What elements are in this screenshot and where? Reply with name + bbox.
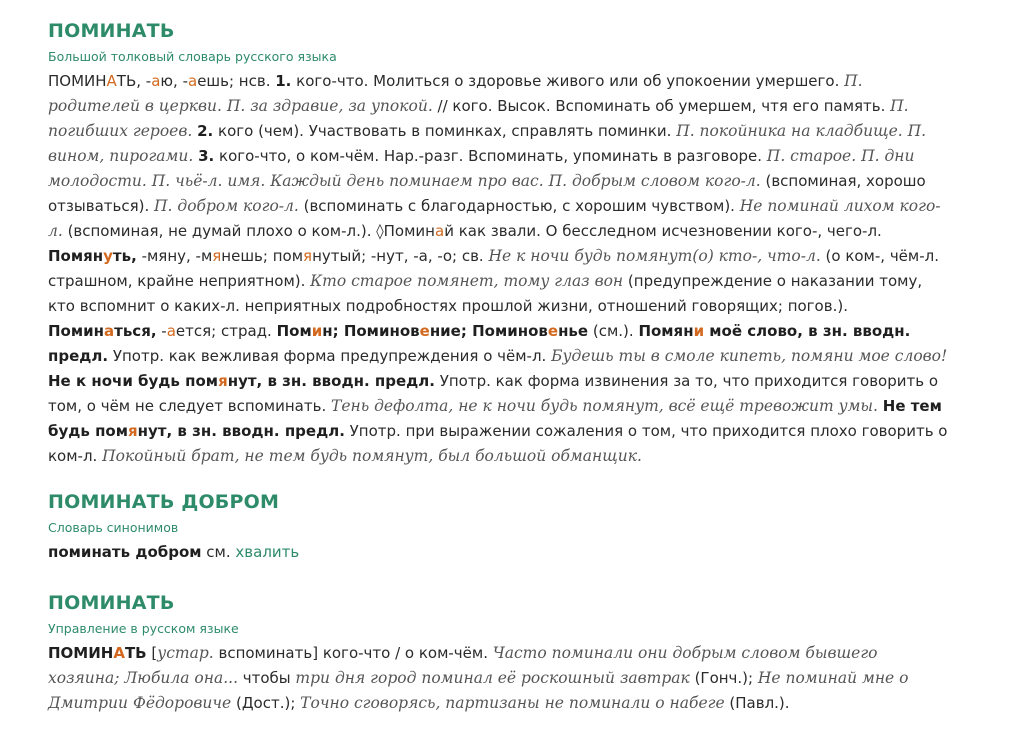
definition-text: Употр. как форма извинения за то, что приходится говорить о том, о чём не следует вспоминать. xyxy=(48,372,939,415)
definition-text: ю, - xyxy=(160,72,188,90)
definition-text: (вспоминая, не думай плохо о ком-л.). ◊Помин xyxy=(62,222,435,240)
definition-text: кого-что. Молиться о здоровье живого или об упокоении умершего. xyxy=(291,72,845,90)
definition-text: нешь; пом xyxy=(221,247,304,265)
stress-mark: и xyxy=(311,322,323,340)
definition-text: [ xyxy=(146,644,158,662)
bold-term: ться, xyxy=(114,322,157,340)
stress-mark: я xyxy=(212,247,222,265)
bold-term: Помян xyxy=(638,322,694,340)
entry-source[interactable]: Словарь синонимов xyxy=(48,520,179,535)
definition-text: (предупреждение о наказании тому, кто вспомнит о каких-л. неприятных подробностях прошлой жизни, отношений говорящих; погов.). xyxy=(48,272,923,315)
entry-headword: ПОМИНАТЬ xyxy=(48,592,175,614)
definition-text: (о ком-, чём-л. страшном, крайне неприятном). xyxy=(48,247,939,290)
definition-text: вспоминать] кого-что / о ком-чём. xyxy=(213,644,493,662)
bold-term: ПОМИН xyxy=(48,644,114,662)
example-text: П. старое. П. дни молодости. П. чьё-л. имя. Каждый день поминаем про вас. П. добрым словом кого-л. xyxy=(48,147,915,190)
definition-text: нутый; -нут, -а, -о; св. xyxy=(312,247,489,265)
entry-source[interactable]: Управление в русском языке xyxy=(48,621,239,636)
entry-headword: ПОМИНАТЬ ДОБРОМ xyxy=(48,491,280,513)
stress-mark: у xyxy=(103,247,113,265)
definition-text: см. xyxy=(201,543,236,561)
bold-term: 3. xyxy=(198,147,215,165)
bold-term: нье xyxy=(558,322,589,340)
bold-term: Не к ночи будь пом xyxy=(48,372,219,390)
bold-term: ть, xyxy=(112,247,137,265)
example-text: П. родителей в церкви. П. за здравие, за упокой. xyxy=(48,72,863,115)
bold-term: Не тем будь пом xyxy=(48,397,942,440)
bold-term: н; Поминов xyxy=(322,322,420,340)
definition-text: ется; страд. xyxy=(175,322,277,340)
stress-mark: я xyxy=(128,422,138,440)
stress-mark: я xyxy=(303,247,313,265)
bold-term: моё слово, в зн. вводн. предл. xyxy=(48,322,911,365)
stress-mark: е xyxy=(547,322,559,340)
definition-text: (Гонч.); xyxy=(689,669,758,687)
stress-mark: а xyxy=(104,322,115,340)
example-text: три дня город поминал её роскошный завтрак xyxy=(295,669,690,687)
bold-term: нут, в зн. вводн. предл. xyxy=(137,422,345,440)
stress-mark: я xyxy=(218,372,228,390)
bold-term: ние; Поминов xyxy=(429,322,548,340)
definition-text: (вспоминая, хорошо отзываться). xyxy=(48,172,926,215)
definition-text: Употр. при выражении сожаления о том, что приходится плохо говорить о ком-л. xyxy=(48,422,948,465)
stress-mark: а xyxy=(434,222,445,240)
stress-mark: е xyxy=(419,322,430,340)
definition-text: (см.). xyxy=(588,322,639,340)
synonym-link[interactable]: хвалить xyxy=(235,543,300,561)
example-text: Не поминай мне о Дмитрии Фёдоровиче xyxy=(48,669,909,712)
stress-mark: А xyxy=(106,72,117,90)
definition-text: Употр. как вежливая форма предупреждения о чём-л. xyxy=(108,347,552,365)
stress-mark: а xyxy=(187,72,198,90)
entry-definition xyxy=(48,540,299,565)
entry-headword: ПОМИНАТЬ xyxy=(48,20,175,42)
definition-text: (вспоминать с благодарностью, с хорошим чувством). xyxy=(298,197,740,215)
example-text: Тень дефолта, не к ночи будь помянут, всё ещё тревожит умы. xyxy=(331,397,878,415)
definition-text: кого (чем). Участвовать в поминках, справлять поминки. xyxy=(213,122,677,140)
entry-definition xyxy=(48,641,953,716)
example-text: Будешь ты в смоле кипеть, помяни мое слово! xyxy=(551,347,948,365)
bold-term: 1. xyxy=(275,72,292,90)
example-text: П. добром кого-л. xyxy=(154,197,299,215)
example-text: Кто старое помянет, тому глаз вон xyxy=(310,272,624,290)
example-text: П. погибших героев. xyxy=(48,97,909,140)
bold-term: Пом xyxy=(276,322,312,340)
stress-mark: а xyxy=(151,72,161,90)
dictionary-entry xyxy=(48,591,953,716)
definition-text: // кого. Высок. Вспоминать об умершем, чтя его память. xyxy=(432,97,891,115)
stress-mark: и xyxy=(693,322,705,340)
example-text: Точно сговорясь, партизаны не поминали о набеге xyxy=(300,694,725,712)
example-text: устар. xyxy=(157,644,214,662)
example-text: Покойный брат, не тем будь помянут, был большой обманщик. xyxy=(102,447,642,465)
entry-source[interactable]: Большой толковый словарь русского языка xyxy=(48,49,337,64)
bold-term: поминать добром xyxy=(48,543,202,561)
definition-text: чтобы xyxy=(238,669,296,687)
definition-text: -мяну, -м xyxy=(136,247,213,265)
definition-text: ПОМИН xyxy=(48,72,107,90)
definition-text: (Павл.). xyxy=(724,694,790,712)
bold-term: Помян xyxy=(48,247,104,265)
bold-term: Помин xyxy=(48,322,104,340)
stress-mark: А xyxy=(113,644,125,662)
definition-text: - xyxy=(156,322,167,340)
stress-mark: а xyxy=(166,322,176,340)
example-text: Часто поминали они добрым словом бывшего хозяина; Любила она... xyxy=(48,644,878,687)
bold-term: нут, в зн. вводн. предл. xyxy=(227,372,435,390)
definition-text: кого-что, о ком-чём. Нар.-разг. Вспоминать, упоминать в разговоре. xyxy=(214,147,767,165)
dictionary-entry xyxy=(48,19,953,469)
entry-definition xyxy=(48,69,953,469)
example-text: Не поминай лихом кого-л. xyxy=(48,197,941,240)
definition-text: ешь; нсв. xyxy=(197,72,276,90)
bold-term: ТЬ xyxy=(124,644,147,662)
example-text: П. покойника на кладбище. П. вином, пирогами. xyxy=(48,122,927,165)
definition-text: ТЬ, - xyxy=(116,72,152,90)
definition-text: (Дост.); xyxy=(231,694,301,712)
bold-term: 2. xyxy=(197,122,214,140)
dictionary-entry xyxy=(48,490,299,565)
example-text: Не к ночи будь помянут(о) кто-, что-л. xyxy=(488,247,821,265)
definition-text: й как звали. О бесследном исчезновении кого-, чего-л. xyxy=(444,222,882,240)
